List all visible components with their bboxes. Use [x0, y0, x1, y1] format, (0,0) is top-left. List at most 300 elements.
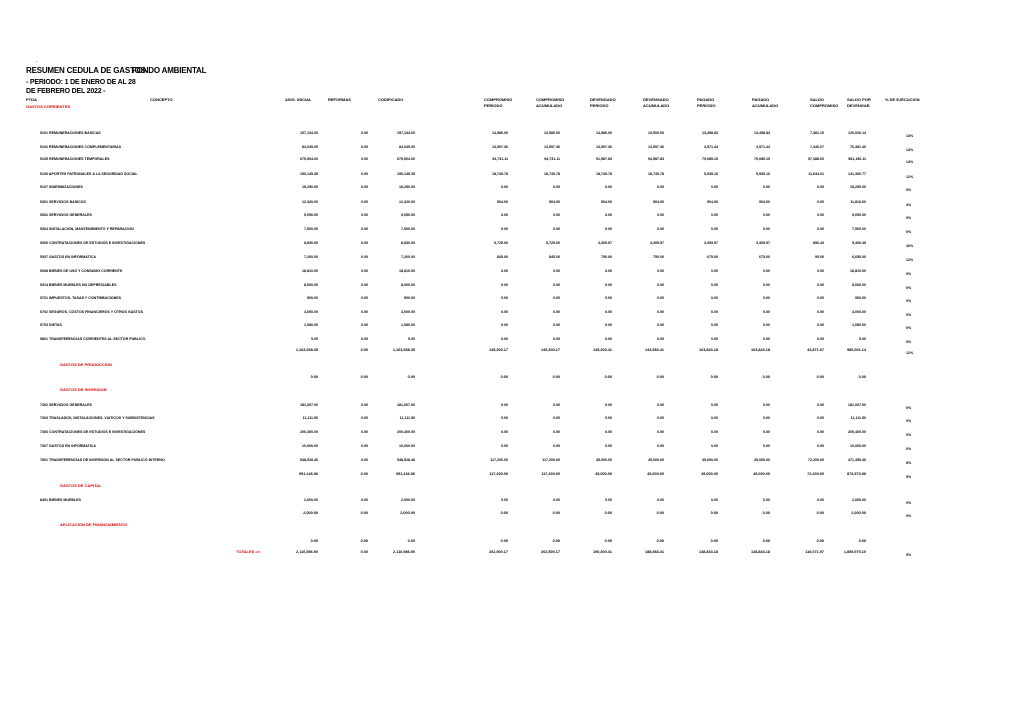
table-row-col-8: 0.00: [763, 213, 770, 217]
table-row-col-10: 76,381.40: [850, 145, 866, 149]
table-row-col-8: 0.00: [763, 296, 770, 300]
table-row-col-2: 675,504.00: [397, 157, 415, 161]
table-row-col-1: 0.00: [361, 157, 368, 161]
subtotal-produccion-col-2: 0.00: [407, 375, 415, 379]
col-dev-acum-2: ACUMULADO: [643, 103, 670, 108]
totals-col-1: 0.00: [360, 550, 368, 554]
table-row-col-9: 7,381.10: [810, 131, 824, 135]
table-row-col-4: 845.00: [549, 255, 560, 259]
table-row-pct: 0%: [906, 313, 912, 317]
col-saldo-comp-1: SALDO: [810, 97, 824, 102]
table-row-col-10: 1,080.00: [852, 323, 866, 327]
table-row-col-8: 79,085.15: [754, 157, 770, 161]
table-row-col-7: 0.00: [711, 310, 718, 314]
table-row-col-7: 0.00: [711, 323, 718, 327]
table-row-col-3: 504.00: [497, 200, 508, 204]
totals-pct: 9%: [906, 553, 912, 557]
table-row-col-3: 117,200.00: [490, 458, 508, 462]
subtotal-produccion-col-0: 0.00: [310, 375, 318, 379]
table-row-col-0: 150,145.35: [300, 172, 318, 176]
table-row-pct: 0%: [906, 406, 912, 410]
table-row-label: 5106 APORTES PATRONALES A LA SEGURIDAD SOCIAL: [40, 172, 138, 176]
table-row-col-6: 94,587.83: [648, 157, 664, 161]
subtotal-inversion-col-6: 45,000.00: [647, 472, 664, 476]
section-inversion: GASTOS DE INVERSION: [60, 387, 107, 392]
subtotal-inversion-col-3: 117,200.00: [489, 472, 508, 476]
table-row-col-9: 11,644.01: [808, 172, 824, 176]
table-row-col-0: 5,050.00: [304, 213, 318, 217]
table-row-label: 5301 SERVICIOS BASICOS: [40, 200, 86, 204]
subtotal-capital-col-6: 0.00: [656, 511, 664, 515]
table-row-col-2: 10,000.00: [399, 444, 415, 448]
table-row-col-7: 675.00: [707, 255, 718, 259]
table-row-col-7: 0.00: [711, 227, 718, 231]
table-row-col-5: 0.00: [605, 269, 612, 273]
table-row-label: 5105 REMUNERACIONES TEMPORALES: [40, 157, 110, 161]
table-row-col-10: 5.00: [859, 337, 866, 341]
subtotal-produccion-col-5: 0.00: [604, 375, 612, 379]
table-row-label: 7303 TRASLADOS, INSTALACIONES, VIATICOS Y SUBSISTENCIAS: [40, 416, 155, 420]
table-row-col-4: 13,597.36: [544, 145, 560, 149]
table-row-col-1: 0.00: [361, 269, 368, 273]
table-row-col-5: 0.00: [605, 323, 612, 327]
table-row-col-7: 3,305.57: [704, 241, 718, 245]
page-dot: .: [36, 58, 38, 64]
table-row-col-9: 0.00: [817, 227, 824, 231]
table-row-col-8: 0.00: [763, 444, 770, 448]
table-row-col-1: 0.00: [361, 403, 368, 407]
table-row-col-0: 548,528.46: [300, 458, 318, 462]
subtotal-inversion-col-4: 117,200.00: [541, 472, 560, 476]
table-row-label: 5304 INSTALACION, MANTENIMIENTO Y REPARACION: [40, 227, 134, 231]
totals-col-9: 116,071.97: [805, 550, 824, 554]
table-row-pct: 0%: [906, 433, 912, 437]
subtotal-financiamiento-col-3: 0.00: [500, 539, 508, 543]
table-row-col-10: 5,050.00: [852, 213, 866, 217]
table-row-col-5: 750.00: [601, 255, 612, 259]
subtotal-financiamiento-col-0: 0.00: [310, 539, 318, 543]
subtotal-corriente-col-2: 1,163,938.35: [392, 348, 415, 352]
table-row-col-2: 7,200.00: [401, 255, 415, 259]
col-reformas: REFORMAS: [328, 97, 351, 102]
table-row-col-6: 3,305.57: [650, 241, 664, 245]
totals-label: TOTALES =>: [236, 549, 261, 554]
subtotal-corriente-col-5: 145,300.41: [592, 348, 612, 352]
table-row-pct: 0%: [906, 230, 912, 234]
table-row-col-6: 0.00: [657, 403, 664, 407]
subtotal-capital-col-4: 0.00: [552, 511, 560, 515]
table-row-col-0: 12,320.00: [302, 200, 318, 204]
table-row-label: 5314 BIENES MUEBLES NO DEPRECIABLES: [40, 283, 117, 287]
table-row-col-1: 0.00: [361, 498, 368, 502]
table-row-col-8: 0.00: [763, 185, 770, 189]
table-row-col-4: 0.00: [553, 296, 560, 300]
table-row-pct: 12%: [906, 258, 914, 262]
table-row-col-3: 0.00: [501, 444, 508, 448]
table-row-col-6: 10,500.00: [648, 131, 664, 135]
table-row-col-3: 0.00: [501, 296, 508, 300]
table-row-col-0: 500.00: [307, 296, 318, 300]
table-row-label: 5701 IMPUESTOS, TASAS Y CONTRIBUCIONES: [40, 296, 122, 300]
col-comp-acum-2: ACUMULADO: [536, 103, 563, 108]
table-row-col-6: 0.00: [657, 227, 664, 231]
table-row-col-1: 0.00: [361, 131, 368, 135]
table-row-col-4: 13,580.00: [544, 131, 560, 135]
table-row-col-8: 0.00: [763, 337, 770, 341]
subtotal-financiamiento-col-1: 0.00: [360, 539, 368, 543]
table-row-col-3: 0.00: [501, 430, 508, 434]
table-row-col-3: 0.00: [501, 403, 508, 407]
subtotal-capital-col-7: 0.00: [710, 511, 718, 515]
table-row-col-5: 0.00: [605, 185, 612, 189]
table-row-col-6: 0.00: [657, 444, 664, 448]
subtotal-financiamiento-col-9: 0.00: [816, 539, 824, 543]
table-row-col-10: 4,000.00: [852, 310, 866, 314]
table-row-col-5: 0.00: [605, 337, 612, 341]
table-row-col-0: 18,810.00: [302, 269, 318, 273]
table-row-col-0: 7,200.00: [304, 255, 318, 259]
fund-name: FONDO AMBIENTAL: [132, 66, 207, 75]
table-row-col-9: 7,440.07: [810, 145, 824, 149]
subtotal-capital-col-10: 2,000.00: [851, 511, 866, 515]
subtotal-corriente-col-9: 43,871.97: [807, 348, 824, 352]
table-row-col-4: 0.00: [553, 213, 560, 217]
table-row-col-6: 18,749.78: [648, 172, 664, 176]
table-row-col-2: 8,830.00: [401, 241, 415, 245]
table-row-col-2: 84,045.00: [399, 145, 415, 149]
table-row-col-4: 18,749.78: [544, 172, 560, 176]
table-row-col-7: 79,085.15: [702, 157, 718, 161]
table-row-col-3: 0.00: [501, 416, 508, 420]
totals-col-4: 262,500.17: [540, 550, 560, 554]
table-row-col-2: 548,528.46: [397, 458, 415, 462]
subtotal-financiamiento-col-6: 0.00: [656, 539, 664, 543]
table-row-pct: 0%: [906, 326, 912, 330]
subtotal-financiamiento-col-7: 0.00: [710, 539, 718, 543]
table-row-col-2: 181,007.00: [397, 403, 415, 407]
table-row-pct: 14%: [906, 160, 914, 164]
table-row-col-0: 157,134.00: [300, 131, 318, 135]
table-row-col-1: 0.00: [361, 416, 368, 420]
subtotal-financiamiento-col-4: 0.00: [552, 539, 560, 543]
table-row-col-6: 45,000.00: [648, 458, 664, 462]
table-row-col-10: 6,650.00: [852, 255, 866, 259]
section-capital: GASTOS DE CAPITAL: [60, 483, 102, 488]
table-row-col-2: 5.00: [408, 337, 415, 341]
table-row-col-6: 0.00: [657, 283, 664, 287]
section-corriente: GASTOS CORRIENTES: [26, 104, 71, 109]
table-row-col-9: 0.00: [817, 323, 824, 327]
table-row-col-10: 181,007.00: [848, 403, 866, 407]
table-row-col-5: 0.00: [605, 403, 612, 407]
table-row-col-2: 12,320.00: [399, 200, 415, 204]
table-row-col-6: 13,597.36: [648, 145, 664, 149]
table-row-pct: 8%: [906, 461, 912, 465]
table-row-col-2: 18,250.00: [399, 185, 415, 189]
subtotal-corriente-col-4: 145,300.17: [540, 348, 560, 352]
table-row-col-10: 2,000.00: [852, 498, 866, 502]
table-row-col-6: 0.00: [657, 310, 664, 314]
subtotal-inversion-col-7: 45,000.00: [701, 472, 718, 476]
table-row-col-9: 72,200.00: [808, 458, 824, 462]
table-row-col-7: 0.00: [711, 337, 718, 341]
table-row-col-6: 0.00: [657, 269, 664, 273]
table-row-col-6: 504.00: [653, 200, 664, 204]
col-concepto: CONCEPTO: [150, 97, 173, 102]
table-row-pct: 40%: [906, 244, 914, 248]
table-row-col-5: 91,587.83: [596, 157, 612, 161]
table-row-col-3: 0.00: [501, 337, 508, 341]
col-dev-acum-1: DEVENGADO: [643, 97, 669, 102]
table-row-col-8: 4,571.44: [756, 145, 770, 149]
table-row-col-2: 157,134.00: [397, 131, 415, 135]
table-row-pct: 0%: [906, 419, 912, 423]
period-line-1: - PERIODO: 1 DE ENERO DE AL 28: [26, 79, 136, 86]
table-row-col-3: 0.00: [501, 310, 508, 314]
table-row-col-5: 18,749.78: [596, 172, 612, 176]
table-row-col-3: 0.00: [501, 227, 508, 231]
table-row-pct: 0%: [906, 272, 912, 276]
table-row-col-2: 7,500.00: [401, 227, 415, 231]
table-row-col-9: 0.00: [817, 185, 824, 189]
totals-col-2: 2,116,986.90: [393, 550, 415, 554]
table-row-col-2: 1,080.00: [401, 323, 415, 327]
table-row-col-7: 13,458.83: [702, 131, 718, 135]
col-dev-periodo-2: PERIODO: [590, 103, 609, 108]
table-row-col-4: 0.00: [553, 416, 560, 420]
subtotal-corriente-col-10: 980,001.14: [846, 348, 866, 352]
table-row-col-0: 18,250.00: [302, 185, 318, 189]
table-row-col-10: 581,156.11: [848, 157, 866, 161]
subtotal-capital-col-0: 2,000.00: [303, 511, 318, 515]
table-row-col-3: 18,749.78: [492, 172, 508, 176]
subtotal-capital-col-9: 0.00: [816, 511, 824, 515]
table-row-col-2: 2,000.00: [401, 498, 415, 502]
table-row-col-5: 0.00: [605, 283, 612, 287]
table-row-col-1: 0.00: [361, 310, 368, 314]
table-row-col-7: 0.00: [711, 444, 718, 448]
subtotal-capital-col-3: 0.00: [500, 511, 508, 515]
table-row-col-7: 0.00: [711, 185, 718, 189]
table-row-pct: 14%: [906, 148, 914, 152]
table-row-col-0: 84,045.00: [302, 145, 318, 149]
table-row-pct: 4%: [906, 203, 912, 207]
table-row-pct: 0%: [906, 188, 912, 192]
table-row-col-5: 0.00: [605, 213, 612, 217]
table-row-col-10: 10,000.00: [850, 444, 866, 448]
table-row-col-1: 0.00: [361, 430, 368, 434]
col-pag-periodo-1: PAGADO: [697, 97, 715, 102]
table-row-pct: 0%: [906, 501, 912, 505]
table-row-col-4: 0.00: [553, 403, 560, 407]
table-row-col-3: 13,597.36: [492, 145, 508, 149]
col-ejecucion: % DE EJECUCION: [885, 97, 920, 102]
subtotal-produccion-col-1: 0.00: [360, 375, 368, 379]
table-row-col-0: 8,000.00: [304, 283, 318, 287]
table-row-col-1: 0.00: [361, 241, 368, 245]
table-row-col-0: 181,007.00: [300, 403, 318, 407]
table-row-pct: 13%: [906, 134, 914, 138]
table-row-col-9: 0.00: [817, 213, 824, 217]
table-row-col-7: 0.00: [711, 213, 718, 217]
table-row-col-8: 0.00: [763, 430, 770, 434]
table-row-col-2: 150,145.35: [397, 172, 415, 176]
totals-col-8: 148,843.18: [750, 550, 770, 554]
subtotal-produccion-col-10: 0.00: [858, 375, 866, 379]
table-row-col-0: 1,080.00: [304, 323, 318, 327]
subtotal-inversion-col-9: 72,200.00: [807, 472, 824, 476]
table-row-col-3: 0.00: [501, 498, 508, 502]
table-row-col-4: 0.00: [553, 269, 560, 273]
table-row-col-3: 0.00: [501, 323, 508, 327]
col-saldo-comp-2: COMPROMISO: [810, 103, 839, 108]
subtotal-inversion-col-8: 45,000.00: [753, 472, 770, 476]
subtotal-financiamiento-col-8: 0.00: [762, 539, 770, 543]
table-row-col-4: 0.00: [553, 185, 560, 189]
subtotal-inversion-col-1: 0.00: [360, 472, 368, 476]
table-row-pct: 0%: [906, 340, 912, 344]
subtotal-financiamiento-col-10: 0.00: [858, 539, 866, 543]
table-row-col-3: 0.00: [501, 283, 508, 287]
table-row-col-8: 0.00: [763, 310, 770, 314]
table-row-col-0: 10,000.00: [302, 444, 318, 448]
table-row-label: 5307 GASTOS EN INFORMATICA: [40, 255, 96, 259]
table-row-col-9: 856.43: [813, 241, 824, 245]
col-pag-acum-2: ACUMULADO: [752, 103, 779, 108]
table-row-col-5: 13,580.00: [596, 131, 612, 135]
table-row-label: 5702 SEGUROS, COSTOS FINANCIEROS Y OTROS GASTOS: [40, 310, 143, 314]
subtotal-inversion-col-0: 951,146.96: [298, 472, 318, 476]
table-row-col-8: 504.00: [759, 200, 770, 204]
table-row-label: 5107 INDEMNIZACIONES: [40, 185, 83, 189]
table-row-col-0: 4,000.00: [304, 310, 318, 314]
totals-col-3: 262,500.17: [488, 550, 508, 554]
section-produccion: GASTOS DE PRODUCCION: [60, 362, 112, 367]
table-row-col-3: 13,580.00: [492, 131, 508, 135]
table-row-col-3: 0.00: [501, 185, 508, 189]
subtotal-capital-col-2: 2,000.00: [400, 511, 415, 515]
subtotal-capital-pct: 0%: [906, 514, 912, 518]
table-row-col-2: 4,000.00: [401, 310, 415, 314]
col-comp-acum-1: COMPROMISO: [536, 97, 565, 102]
table-row-pct: 0%: [906, 299, 912, 303]
table-row-col-4: 94,731.11: [544, 157, 560, 161]
table-row-col-8: 45,000.00: [754, 458, 770, 462]
subtotal-inversion-col-5: 45,000.00: [595, 472, 612, 476]
table-row-col-10: 5,406.45: [852, 241, 866, 245]
table-row-col-9: 0.00: [817, 416, 824, 420]
table-row-col-3: 0.00: [501, 213, 508, 217]
period-line-2: DE FEBRERO DEL 2022 -: [26, 88, 106, 95]
table-row-col-8: 0.00: [763, 498, 770, 502]
totals-col-6: 188,583.41: [644, 550, 664, 554]
table-row-col-10: 18,250.00: [850, 185, 866, 189]
table-row-col-9: 0.00: [817, 200, 824, 204]
table-row-label: 5306 CONTRATACIONES DE ESTUDIOS E INVESTIGACIONES: [40, 241, 146, 245]
table-row-col-2: 11,111.50: [399, 416, 415, 420]
table-row-col-1: 0.00: [361, 185, 368, 189]
table-row-col-1: 0.00: [361, 283, 368, 287]
table-row-col-5: 45,000.00: [596, 458, 612, 462]
table-row-col-2: 200,400.00: [397, 430, 415, 434]
subtotal-produccion-col-9: 0.00: [816, 375, 824, 379]
table-row-col-4: 0.00: [553, 283, 560, 287]
table-row-col-10: 471,455.46: [848, 458, 866, 462]
subtotal-capital-col-5: 0.00: [604, 511, 612, 515]
table-row-col-1: 0.00: [361, 458, 368, 462]
col-comp-periodo-2: PERIODO: [484, 103, 503, 108]
table-row-col-9: 95.00: [815, 255, 824, 259]
table-row-col-7: 0.00: [711, 498, 718, 502]
table-row-col-7: 0.00: [711, 296, 718, 300]
table-row-label: 7302 SERVICIOS GENERALES: [40, 403, 92, 407]
totals-col-10: 1,855,975.10: [843, 550, 866, 554]
table-row-col-4: 0.00: [553, 337, 560, 341]
col-codificado: CODIFICADO: [378, 97, 404, 102]
table-row-col-5: 0.00: [605, 444, 612, 448]
subtotal-inversion-pct: 5%: [906, 475, 912, 479]
table-row-col-1: 0.00: [361, 172, 368, 176]
table-row-col-9: 57,388.00: [808, 157, 824, 161]
table-row-col-10: 11,816.00: [850, 200, 866, 204]
table-row-col-9: 0.00: [817, 296, 824, 300]
table-row-col-1: 0.00: [361, 200, 368, 204]
table-row-col-9: 0.00: [817, 310, 824, 314]
table-row-col-8: 0.00: [763, 227, 770, 231]
table-row-col-5: 504.00: [601, 200, 612, 204]
table-row-col-9: 0.00: [817, 337, 824, 341]
table-row-col-2: 18,810.00: [399, 269, 415, 273]
subtotal-produccion-col-7: 0.00: [710, 375, 718, 379]
table-row-col-4: 5,725.00: [546, 241, 560, 245]
table-row-col-5: 13,597.36: [596, 145, 612, 149]
table-row-col-6: 0.00: [657, 337, 664, 341]
table-row-col-8: 0.00: [763, 283, 770, 287]
table-row-col-7: 0.00: [711, 269, 718, 273]
subtotal-inversion-col-10: 873,973.96: [846, 472, 866, 476]
table-row-pct: 12%: [906, 175, 914, 179]
subtotal-corriente-col-8: 103,843.18: [750, 348, 770, 352]
table-row-col-0: 11,111.50: [302, 416, 318, 420]
table-row-label: 5801 TRANSFERENCIAS CORRIENTES AL SECTOR PUBLICO: [40, 337, 146, 341]
subtotal-capital-col-1: 0.00: [360, 511, 368, 515]
table-row-col-4: 0.00: [553, 498, 560, 502]
table-row-col-6: 0.00: [657, 323, 664, 327]
totals-col-0: 2,116,986.90: [296, 550, 318, 554]
table-row-col-10: 18,810.00: [850, 269, 866, 273]
subtotal-corriente-col-0: 1,163,938.35: [295, 348, 318, 352]
table-row-col-5: 0.00: [605, 310, 612, 314]
table-row-label: 5703 DIETAS: [40, 323, 62, 327]
subtotal-produccion-col-8: 0.00: [762, 375, 770, 379]
table-row-col-4: 117,200.00: [542, 458, 560, 462]
table-row-col-9: 0.00: [817, 444, 824, 448]
table-row-col-10: 200,400.00: [848, 430, 866, 434]
table-row-col-3: 845.00: [497, 255, 508, 259]
table-row-col-5: 0.00: [605, 416, 612, 420]
table-row-col-8: 5,535.16: [756, 172, 770, 176]
subtotal-corriente-col-1: 0.00: [360, 348, 368, 352]
table-row-label: 7306 CONTRATACIONES DE ESTUDIOS E INVESTIGACIONES: [40, 430, 146, 434]
table-row-col-7: 0.00: [711, 416, 718, 420]
table-row-col-6: 0.00: [657, 296, 664, 300]
subtotal-produccion-col-4: 0.00: [552, 375, 560, 379]
table-row-label: 7307 GASTOS EN INFORMATICA: [40, 444, 96, 448]
table-row-col-10: 8,000.00: [852, 283, 866, 287]
table-row-col-0: 7,500.00: [304, 227, 318, 231]
table-row-col-3: 5,725.00: [494, 241, 508, 245]
table-row-col-5: 3,305.57: [598, 241, 612, 245]
